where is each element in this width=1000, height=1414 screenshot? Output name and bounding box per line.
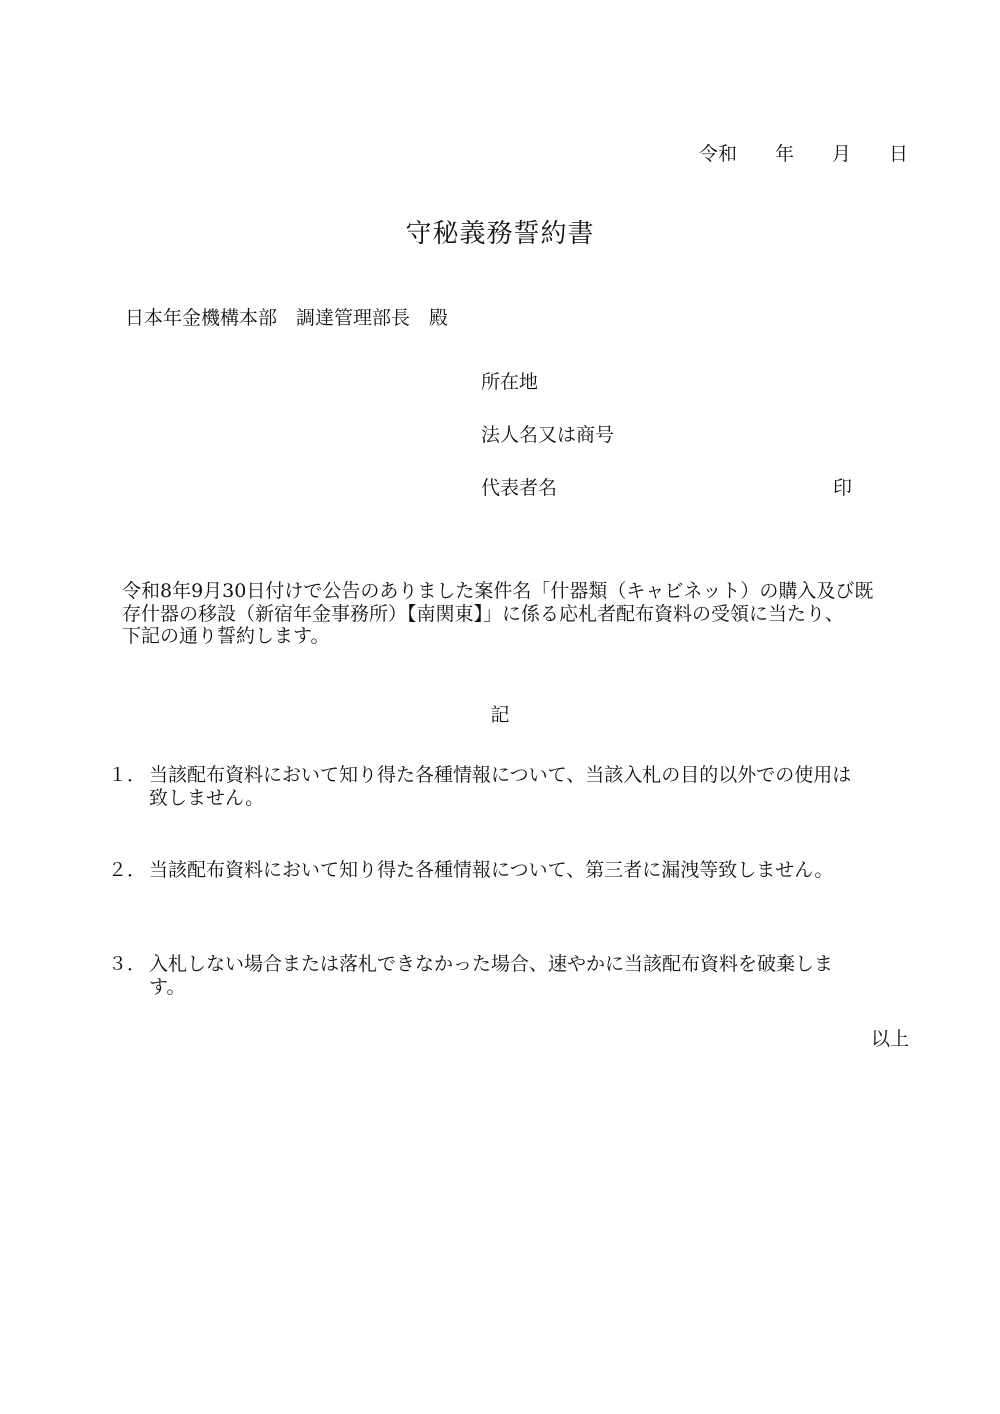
pledge-line: 当該配布資料において知り得た各種情報について、第三者に漏洩等致しません。 — [149, 859, 834, 881]
closing-text: 以上 — [870, 1028, 909, 1050]
pledge-item — [108, 859, 928, 882]
pledge-line: す。 — [149, 975, 186, 998]
body-line: 令和8年9月30日付けで公告のありました案件名「什器類（キャビネット）の購入及び既 — [122, 580, 874, 602]
representative-label: 代表者名 — [481, 477, 558, 499]
pledge-number: １． — [108, 764, 147, 786]
body-line: 存什器の移設（新宿年金事務所）【南関東】」に係る応札者配布資料の受領に当たり、 — [122, 602, 845, 625]
company-name-label: 法人名又は商号 — [481, 424, 615, 446]
addressee: 日本年金機構本部 調達管理部長 殿 — [125, 307, 449, 329]
document-title: 守秘義務誓約書 — [405, 219, 595, 249]
ki-heading: 記 — [490, 704, 510, 726]
pledge-line: 致しません。 — [149, 786, 265, 809]
pledge-item — [108, 764, 928, 809]
pledge-line: 入札しない場合または落札できなかった場合、速やかに当該配布資料を破棄しま — [149, 953, 834, 975]
pledge-number: ２． — [108, 859, 147, 881]
address-label: 所在地 — [481, 371, 539, 393]
pledge-item — [108, 953, 928, 998]
pledge-line: 当該配布資料において知り得た各種情報について、当該入札の目的以外での使用は — [149, 764, 852, 786]
body-line: 下記の通り誓約します。 — [122, 625, 330, 647]
pledge-number: ３． — [108, 953, 147, 975]
body-paragraph — [122, 580, 922, 648]
date-line: 令和 年 月 日 — [698, 143, 908, 165]
seal-mark: 印 — [833, 477, 853, 499]
